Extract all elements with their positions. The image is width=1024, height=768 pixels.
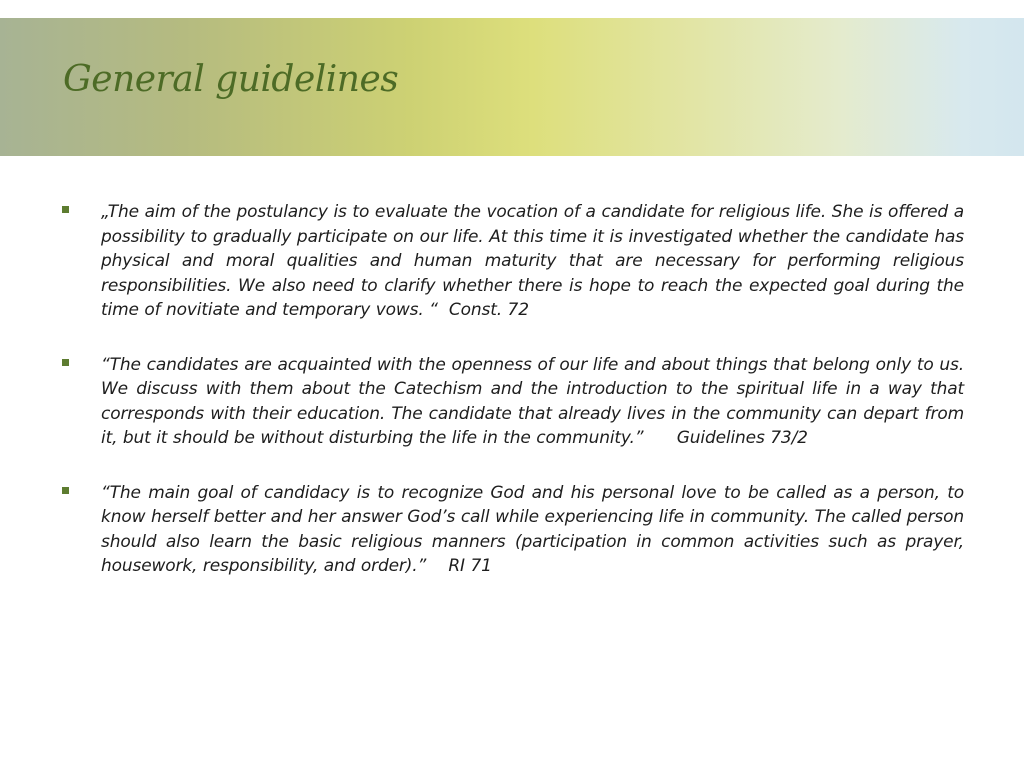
citation: Const. 72 bbox=[437, 300, 529, 320]
citation: Guidelines 73/2 bbox=[643, 428, 808, 448]
slide-title: General guidelines bbox=[63, 59, 399, 100]
quote-body: „The aim of the postulancy is to evaluate the vocation of a candidate for religious life. She is offered a possibility to gradually participate on our life. At this time it is investigated whether the candidate has physical and moral qualities and human maturity that are necessary for performing religious responsibilities. We also need to clarify whether there is hope to reach the expected goal during the time of novitiate and temporary vows. “ bbox=[101, 202, 964, 320]
quote-text bbox=[101, 481, 964, 579]
list-item bbox=[62, 353, 964, 451]
bullet-list bbox=[62, 200, 964, 609]
citation: RI 71 bbox=[426, 556, 492, 576]
quote-body: “The main goal of candidacy is to recognize God and his personal love to be called as a person, to know herself better and her answer God’s call while experiencing life in community. The called person should also learn the basic religious manners (participation in common activities such as prayer, housework, responsibility, and order).” bbox=[101, 482, 964, 576]
square-bullet-icon bbox=[62, 359, 69, 366]
square-bullet-icon bbox=[62, 487, 69, 494]
quote-text bbox=[101, 200, 964, 323]
square-bullet-icon bbox=[62, 206, 69, 213]
quote-text bbox=[101, 353, 964, 451]
list-item bbox=[62, 481, 964, 579]
list-item bbox=[62, 200, 964, 323]
quote-body: “The candidates are acquainted with the openness of our life and about things that belong only to us. We discuss with them about the Catechism and the introduction to the spiritual life in a way that corresponds with their education. The candidate that already lives in the community can depart from it, but it should be without disturbing the life in the community.” bbox=[101, 354, 964, 448]
